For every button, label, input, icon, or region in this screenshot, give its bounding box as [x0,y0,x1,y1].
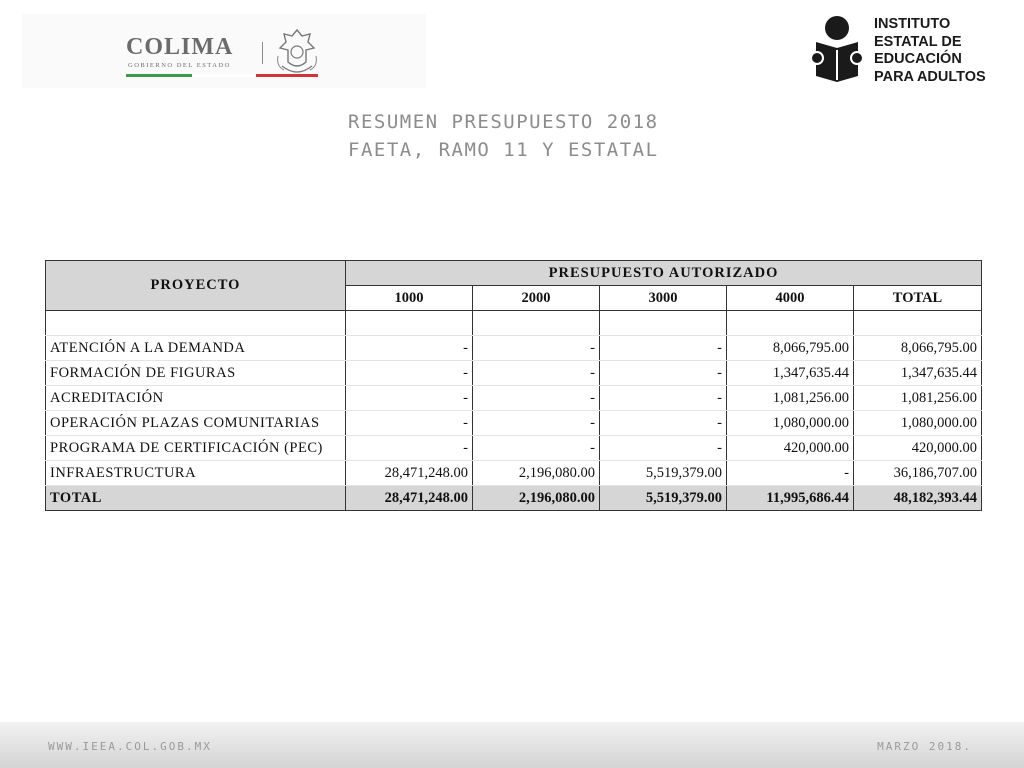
amount-cell [727,311,854,336]
table-row [46,336,982,361]
amount-cell: - [473,336,600,361]
page-title [348,108,659,164]
amount-cell: - [473,361,600,386]
flag-green-stripe [126,74,192,77]
table-row [46,386,982,411]
amount-cell: 8,066,795.00 [727,336,854,361]
column-header: 3000 [600,286,727,311]
table-row [46,436,982,461]
column-header: 4000 [727,286,854,311]
footer [0,722,1024,768]
amount-cell: - [346,361,473,386]
amount-cell: 48,182,393.44 [854,486,982,511]
amount-cell: 1,080,000.00 [854,411,982,436]
spacer-row [46,311,982,336]
project-name-cell [46,311,346,336]
amount-cell: - [600,336,727,361]
ieea-line: ESTATAL DE [874,33,962,50]
amount-cell: 1,347,635.44 [727,361,854,386]
amount-cell: 1,347,635.44 [854,361,982,386]
project-name-cell: FORMACIÓN DE FIGURAS [46,361,346,386]
title-line-2: FAETA, RAMO 11 Y ESTATAL [348,139,659,161]
amount-cell: 5,519,379.00 [600,461,727,486]
state-seal-icon [272,26,322,80]
budget-table [45,260,982,511]
project-name-cell: INFRAESTRUCTURA [46,461,346,486]
colima-title: COLIMA [126,34,234,60]
amount-cell: 1,081,256.00 [727,386,854,411]
table-row [46,461,982,486]
column-header: TOTAL [854,286,982,311]
amount-cell: - [600,361,727,386]
project-name-cell: TOTAL [46,486,346,511]
amount-cell: - [473,411,600,436]
flag-red-stripe [256,74,318,77]
project-header: PROYECTO [46,261,346,311]
amount-cell: 2,196,080.00 [473,461,600,486]
logo-divider [262,42,263,64]
amount-cell [854,311,982,336]
amount-cell [473,311,600,336]
ieea-reader-icon [808,14,866,82]
footer-date: MARZO 2018. [877,740,972,753]
column-header: 2000 [473,286,600,311]
amount-cell: - [473,436,600,461]
amount-cell [346,311,473,336]
project-name-cell: ATENCIÓN A LA DEMANDA [46,336,346,361]
total-row [46,486,982,511]
amount-cell: - [346,411,473,436]
table-row [46,411,982,436]
amount-cell: - [346,336,473,361]
flag-white-stripe [192,74,256,77]
ieea-name [874,16,986,86]
amount-cell: 1,080,000.00 [727,411,854,436]
amount-cell: - [600,386,727,411]
title-line-1: RESUMEN PRESUPUESTO 2018 [348,111,659,133]
amount-cell: 5,519,379.00 [600,486,727,511]
amount-cell: 420,000.00 [727,436,854,461]
amount-cell: 28,471,248.00 [346,461,473,486]
amount-cell: 8,066,795.00 [854,336,982,361]
amount-cell: 1,081,256.00 [854,386,982,411]
project-name-cell: OPERACIÓN PLAZAS COMUNITARIAS [46,411,346,436]
amount-cell: - [473,386,600,411]
amount-cell [600,311,727,336]
amount-cell: - [346,436,473,461]
amount-cell: 11,995,686.44 [727,486,854,511]
amount-cell: - [346,386,473,411]
amount-cell: 28,471,248.00 [346,486,473,511]
budget-group-header: PRESUPUESTO AUTORIZADO [346,261,982,286]
project-name-cell: PROGRAMA DE CERTIFICACIÓN (PEC) [46,436,346,461]
amount-cell: - [600,411,727,436]
project-name-cell: ACREDITACIÓN [46,386,346,411]
colima-logo [22,14,426,88]
amount-cell: 2,196,080.00 [473,486,600,511]
amount-cell: 420,000.00 [854,436,982,461]
colima-subtitle: GOBIERNO DEL ESTADO [128,62,231,69]
amount-cell: - [600,436,727,461]
ieea-line: EDUCACIÓN [874,51,962,67]
amount-cell: - [727,461,854,486]
ieea-line: INSTITUTO [874,16,951,32]
amount-cell: 36,186,707.00 [854,461,982,486]
table-row [46,361,982,386]
ieea-line: PARA ADULTOS [874,68,986,85]
footer-url: WWW.IEEA.COL.GOB.MX [48,740,212,753]
column-header: 1000 [346,286,473,311]
